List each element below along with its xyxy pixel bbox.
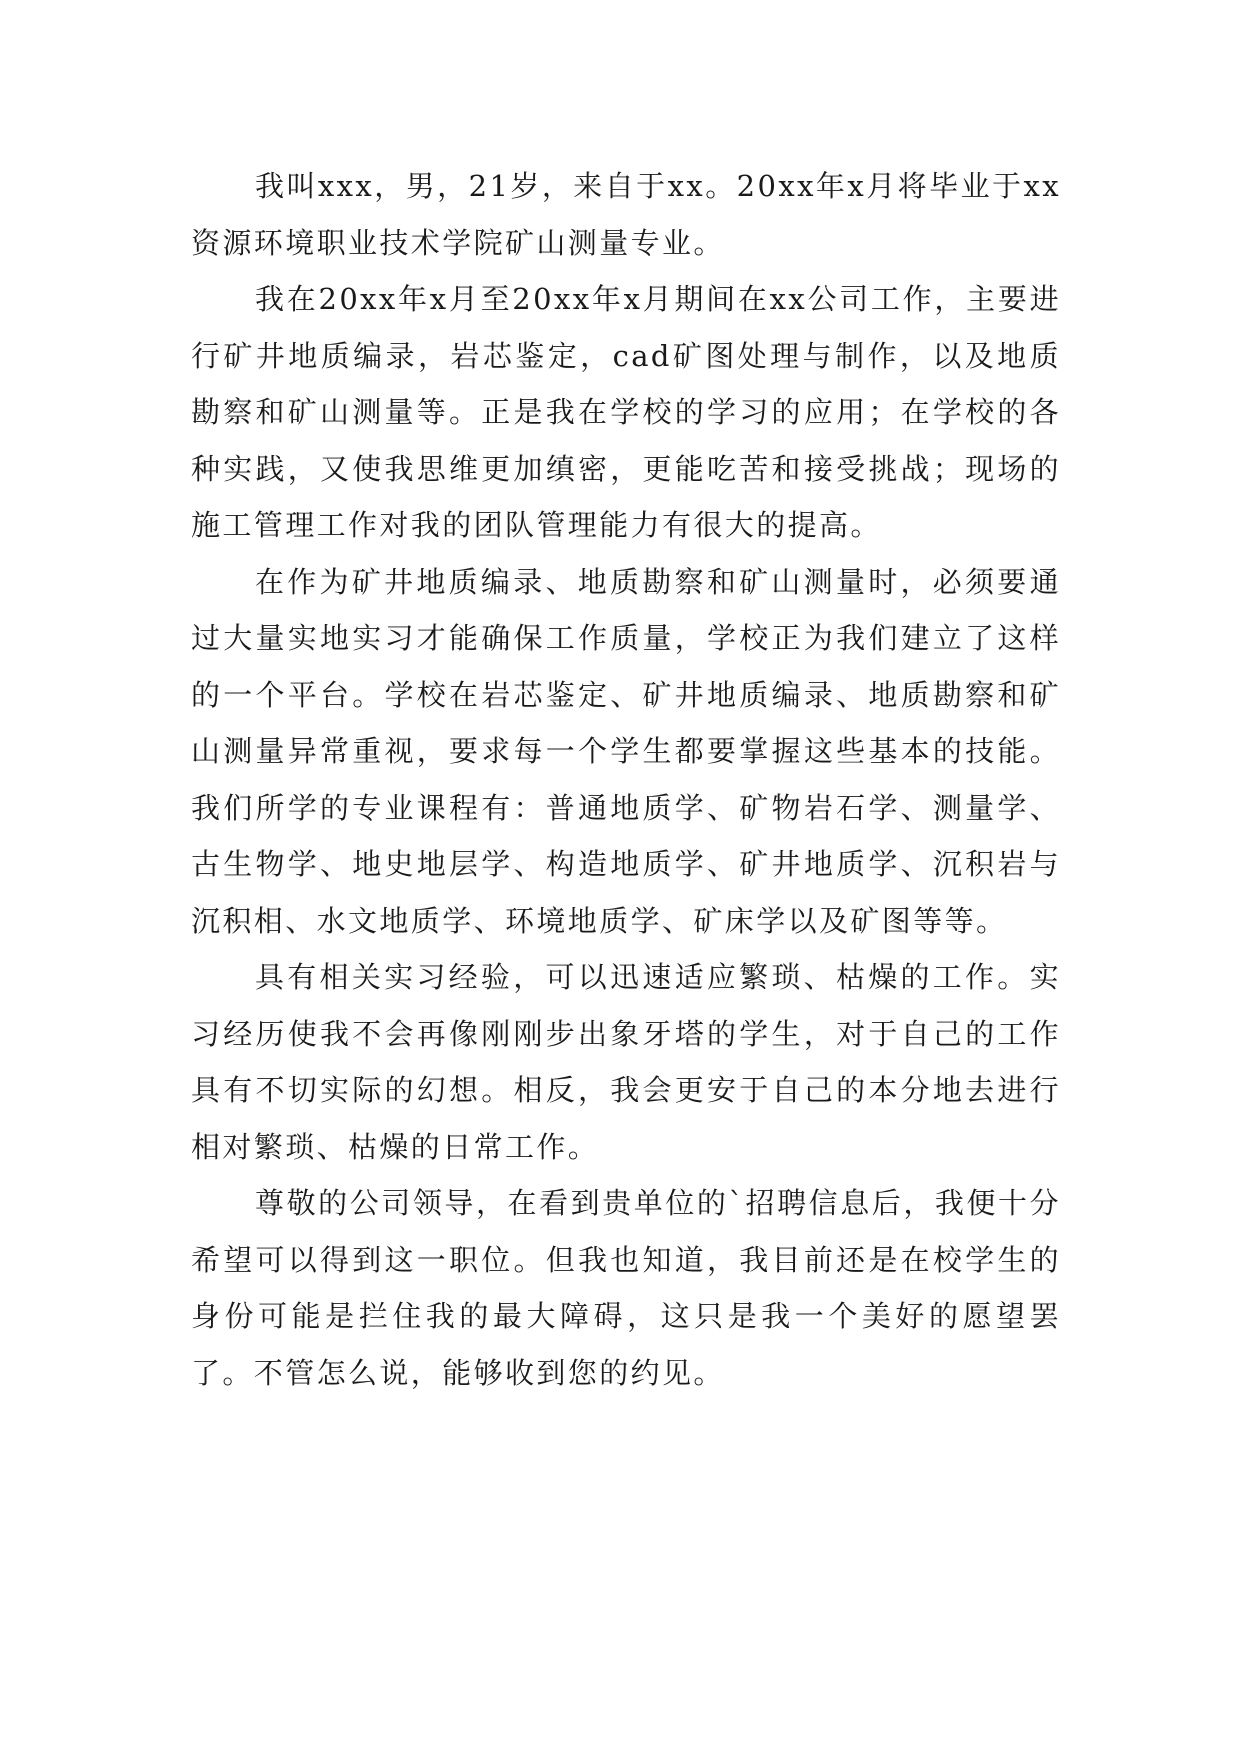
paragraph-school-training: 在作为矿井地质编录、地质勘察和矿山测量时，必须要通过大量实地实习才能确保工作质量，学校正为我们建立了这样的一个平台。学校在岩芯鉴定、矿井地质编录、地质勘察和矿山测量异常重视，要求每一个学生都要掌握这些基本的技能。我们所学的专业课程有：普通地质学、矿物岩石学、测量学、古生物学、地史地层学、构造地质学、矿井地质学、沉积岩与沉积相、水文地质学、环境地质学、矿床学以及矿图等等。 bbox=[191, 564, 1061, 938]
paragraph-closing: 尊敬的公司领导，在看到贵单位的`招聘信息后，我便十分希望可以得到这一职位。但我也知道，我目前还是在校学生的身份可能是拦住我的最大障碍，这只是我一个美好的愿望罢了。不管怎么说，能够收到您的约见。 bbox=[191, 1186, 1061, 1390]
paragraph-work-experience: 我在20xx年x月至20xx年x月期间在xx公司工作，主要进行矿井地质编录，岩芯鉴定，cad矿图处理与制作，以及地质勘察和矿山测量等。正是我在学校的学习的应用；在学校的各种实践，又使我思维更加缜密，更能吃苦和接受挑战；现场的施工管理工作对我的团队管理能力有很大的提高。 bbox=[191, 282, 1061, 542]
document-body bbox=[191, 158, 1061, 1401]
paragraph-internship: 具有相关实习经验，可以迅速适应繁琐、枯燥的工作。实习经历使我不会再像刚刚步出象牙塔的学生，对于自己的工作具有不切实际的幻想。相反，我会更安于自己的本分地去进行相对繁琐、枯燥的日常工作。 bbox=[191, 960, 1061, 1164]
paragraph-intro: 我叫xxx，男，21岁，来自于xx。20xx年x月将毕业于xx资源环境职业技术学院矿山测量专业。 bbox=[191, 169, 1061, 260]
